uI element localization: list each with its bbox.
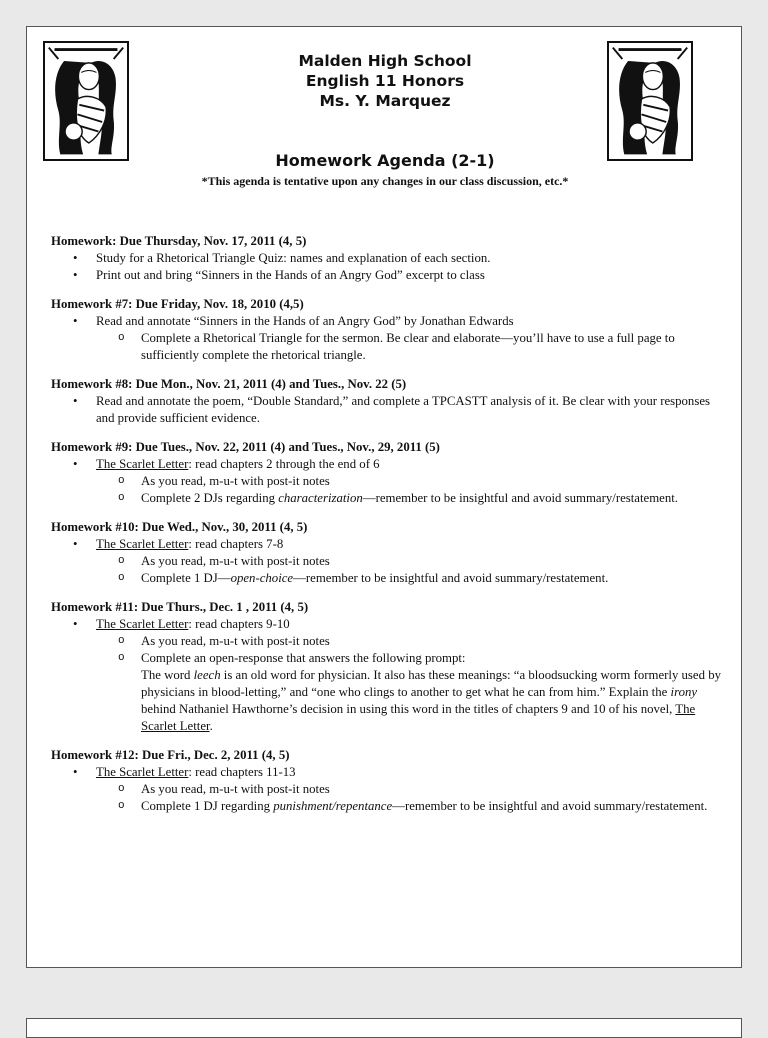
list-item [51,313,721,364]
list-item [51,764,721,815]
homework-section [51,376,721,427]
homework-section [51,296,721,364]
emphasis-text: leech [193,668,221,682]
section-heading: Homework: Due Thursday, Nov. 17, 2011 (4, 5) [51,234,307,248]
prompt-paragraph [141,667,721,735]
sub-item: o As you read, m-u-t with post-it notes [96,553,721,570]
book-title: The Scarlet Letter [141,702,696,733]
list-item: • Print out and bring “Sinners in the Hands of an Angry God” excerpt to class [51,267,721,284]
sub-item [96,650,721,735]
sub-item: o As you read, m-u-t with post-it notes [96,781,721,798]
homework-section [51,747,721,815]
prompt-text: The word [141,668,194,682]
section-heading: Homework #11: Due Thurs., Dec. 1 , 2011 (4, 5) [51,600,309,614]
sub-item: o As you read, m-u-t with post-it notes [96,473,721,490]
sub-item [96,490,721,507]
homework-section [51,233,721,284]
homework-list [51,233,721,827]
school-name: Malden High School [298,52,472,70]
sub-item [96,798,721,815]
teacher-name: Ms. Y. Marquez [319,92,451,110]
book-title: The Scarlet Letter [96,617,189,631]
sub-item: o Complete a Rhetorical Triangle for the sermon. Be clear and elaborate—you’ll have to use a full page to sufficiently complete the rhetorical triangle. [96,330,721,364]
prompt-text: is an old word for physician. It also has these meanings: “a bloodsucking worm formerly used by physicians in blood-letting,” and “one who clings to another to get what he can from him.” Explain the [141,668,721,699]
emphasis-text: characterization [278,491,363,505]
homework-section [51,519,721,587]
prompt-text: . [209,719,213,733]
item-text: Read and annotate “Sinners in the Hands of an Angry God” by Jonathan Edwards [96,314,514,328]
page-title: Homework Agenda (2-1) [275,151,495,170]
sub-text: o Complete an open-response that answers the following prompt: [141,651,466,665]
emphasis-text: punishment/repentance [273,799,393,813]
item-text: : read chapters 9-10 [188,617,290,631]
homework-section [51,439,721,507]
sub-text: Complete 1 DJ regarding [141,799,274,813]
list-item: • Study for a Rhetorical Triangle Quiz: names and explanation of each section. [51,250,721,267]
item-text: : read chapters 2 through the end of 6 [188,457,380,471]
item-text: : read chapters 11-13 [188,765,296,779]
list-item [51,616,721,735]
sub-text: Complete 1 DJ— [141,571,231,585]
section-heading: Homework #9: Due Tues., Nov. 22, 2011 (4) and Tues., Nov., 29, 2011 (5) [51,440,440,454]
prompt-text: behind Nathaniel Hawthorne’s decision in using this word in the titles of chapters 9 and 10 of his novel, [141,702,676,716]
list-item [51,456,721,507]
book-title: The Scarlet Letter [96,537,189,551]
book-title: The Scarlet Letter [96,765,189,779]
list-item: • Read and annotate the poem, “Double Standard,” and complete a TPCASTT analysis of it. Be clear with your responses and provide sufficient evidence. [51,393,721,427]
tentative-note: *This agenda is tentative upon any changes in our class discussion, etc.* [201,174,569,188]
emphasis-text: open-choice [230,571,294,585]
header-block [27,51,743,111]
homework-section [51,599,721,735]
section-heading: Homework #7: Due Friday, Nov. 18, 2010 (4,5) [51,297,304,311]
section-heading: Homework #12: Due Fri., Dec. 2, 2011 (4, 5) [51,748,290,762]
course-name: English 11 Honors [305,72,465,90]
next-page-edge [26,1018,742,1038]
list-item [51,536,721,587]
section-heading: Homework #8: Due Mon., Nov. 21, 2011 (4) and Tues., Nov. 22 (5) [51,377,407,391]
sub-item: o As you read, m-u-t with post-it notes [96,633,721,650]
sub-text: —remember to be insightful and avoid summary/restatement. [392,799,708,813]
emphasis-text: irony [670,685,698,699]
sub-item [96,570,721,587]
agenda-page [26,26,742,968]
section-heading: Homework #10: Due Wed., Nov., 30, 2011 (4, 5) [51,520,308,534]
item-text: : read chapters 7-8 [188,537,284,551]
sub-text: —remember to be insightful and avoid summary/restatement. [293,571,609,585]
sub-text: —remember to be insightful and avoid summary/restatement. [362,491,678,505]
sub-text: Complete 2 DJs regarding [141,491,279,505]
book-title: The Scarlet Letter [96,457,189,471]
